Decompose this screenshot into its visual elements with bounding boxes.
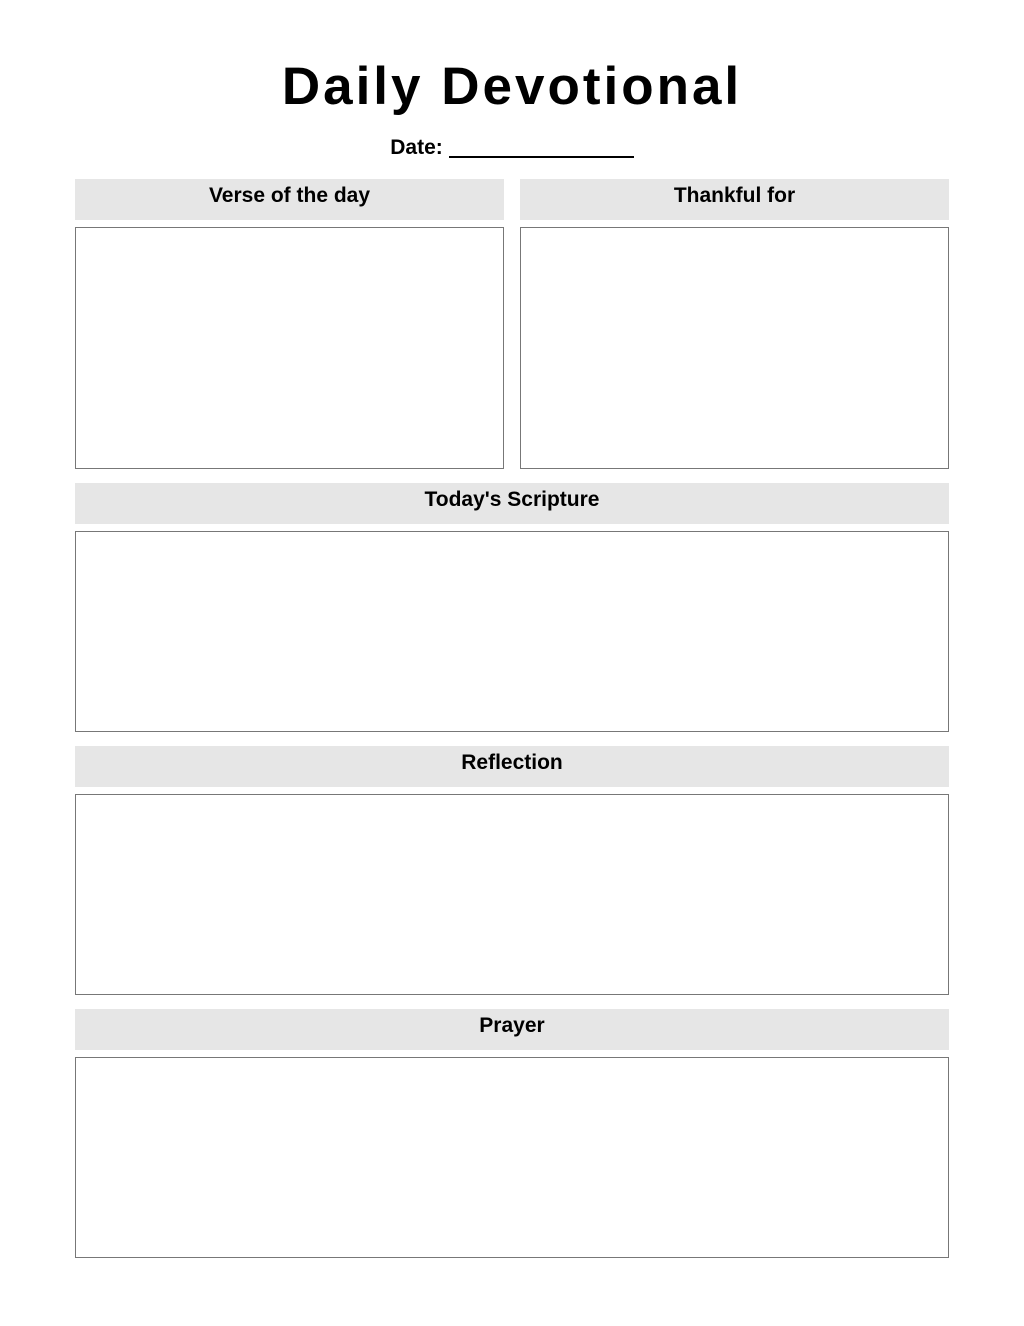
date-field[interactable] [449,136,634,158]
verse-of-the-day-box[interactable] [75,227,504,469]
thankful-for-label: Thankful for [673,184,796,207]
date-row [0,132,1024,162]
verse-of-the-day-label: Verse of the day [208,184,371,207]
todays-scripture-label: Today's Scripture [424,488,600,511]
todays-scripture-header [75,483,949,524]
prayer-box[interactable] [75,1057,949,1258]
verse-of-the-day-header [75,179,504,220]
todays-scripture-box[interactable] [75,531,949,732]
thankful-for-box[interactable] [520,227,949,469]
reflection-label: Reflection [461,751,563,774]
date-label: Date: [390,136,443,159]
thankful-for-header [520,179,949,220]
reflection-box[interactable] [75,794,949,995]
prayer-header [75,1009,949,1050]
page-title: Daily Devotional [281,57,743,116]
prayer-label: Prayer [479,1014,545,1037]
reflection-header [75,746,949,787]
